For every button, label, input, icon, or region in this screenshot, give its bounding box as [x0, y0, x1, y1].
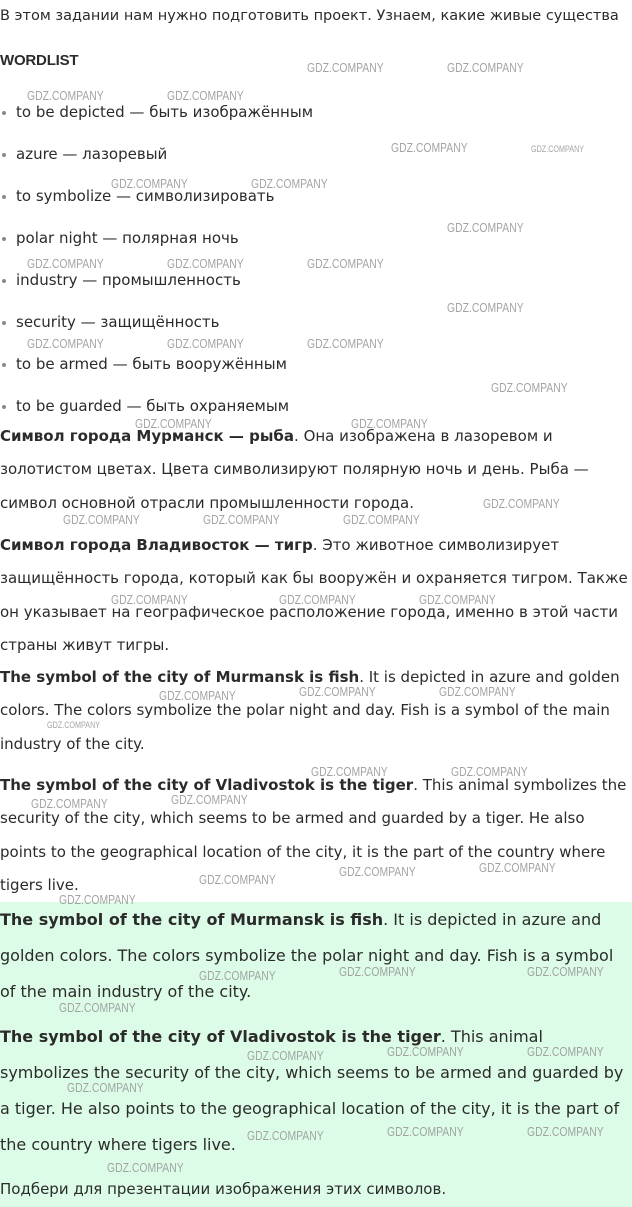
en-paragraph-murmansk-body: . It is depicted in azure and golden colors. The colors symbolize the polar night and day. Fish is a symbol of the main industry of the city. — [0, 668, 620, 753]
answer-paragraph-murmansk-lead: The symbol of the city of Murmansk is fish — [0, 910, 384, 929]
wordlist-item: polar night — полярная ночь — [16, 229, 239, 247]
ru-paragraph-vladivostok-lead: Символ города Владивосток — тигр — [0, 536, 313, 554]
watermark: GDZ.COMPANY — [203, 512, 280, 527]
watermark: GDZ.COMPANY — [31, 796, 108, 811]
intro-text: В этом задании нам нужно подготовить проект. Узнаем, какие живые существа — [0, 8, 619, 24]
watermark: GDZ.COMPANY — [387, 1124, 464, 1139]
ru-paragraph-murmansk-body: . Она изображена в лазоревом и золотистом цветах. Цвета символизируют полярную ночь и день. Рыба — символ основной отрасли промышленности города. — [0, 427, 589, 512]
watermark: GDZ.COMPANY — [67, 1080, 144, 1095]
wordlist-item: to symbolize — символизировать — [16, 187, 275, 205]
watermark: GDZ.COMPANY — [307, 256, 384, 271]
watermark: GDZ.COMPANY — [447, 220, 524, 235]
watermark: GDZ.COMPANY — [527, 964, 604, 979]
en-paragraph-vladivostok-body: . This animal symbolizes the security of the city, which seems to be armed and guarded by a tiger. He also points to the geographical location of the city, it is the part of the country where tigers live. — [0, 776, 627, 894]
ru-paragraph-vladivostok-body: . Это животное символизирует защищённость города, который как бы вооружён и охраняется тигром. Также он указывает на географическое расположение города, именно в этой части страны живут тигры. — [0, 536, 628, 654]
answer-paragraph-murmansk — [0, 902, 632, 1010]
watermark: GDZ.COMPANY — [171, 792, 248, 807]
watermark: GDZ.COMPANY — [247, 1048, 324, 1063]
watermark: GDZ.COMPANY — [491, 380, 568, 395]
watermark: GDZ.COMPANY — [343, 512, 420, 527]
watermark: GDZ.COMPANY — [27, 336, 104, 351]
watermark: GDZ.COMPANY — [451, 764, 528, 779]
watermark: GDZ.COMPANY — [439, 684, 516, 699]
watermark: GDZ.COMPANY — [167, 88, 244, 103]
watermark: GDZ.COMPANY — [307, 60, 384, 75]
answer-paragraph-vladivostok-body: . This animal symbolizes the security of the city, which seems to be armed and guarded by a tiger. He also points to the geographical location of the city, it is the part of the country where tigers live. — [0, 1027, 624, 1154]
watermark: GDZ.COMPANY — [251, 176, 328, 191]
watermark: GDZ.COMPANY — [63, 512, 140, 527]
en-paragraph-murmansk — [0, 661, 632, 761]
watermark: GDZ.COMPANY — [527, 1124, 604, 1139]
en-paragraph-vladivostok-lead: The symbol of the city of Vladivostok is the tiger — [0, 776, 414, 794]
watermark: GDZ.COMPANY — [107, 1160, 184, 1175]
watermark: GDZ.COMPANY — [199, 968, 276, 983]
watermark: GDZ.COMPANY — [479, 860, 556, 875]
watermark: GDZ.COMPANY — [167, 256, 244, 271]
watermark: GDZ.COMPANY — [59, 892, 136, 907]
en-paragraph-vladivostok — [0, 769, 632, 902]
watermark: GDZ.COMPANY — [135, 416, 212, 431]
watermark: GDZ.COMPANY — [447, 60, 524, 75]
wordlist-item: to be guarded — быть охраняемым — [16, 397, 290, 415]
wordlist-item: industry — промышленность — [16, 271, 241, 289]
wordlist-item: to be armed — быть вооружённым — [16, 355, 287, 373]
en-paragraph-murmansk-lead: The symbol of the city of Murmansk is fish — [0, 668, 360, 686]
task-text: Подбери для презентации изображения этих символов. — [0, 1180, 447, 1198]
watermark: GDZ.COMPANY — [527, 1044, 604, 1059]
watermark: GDZ.COMPANY — [307, 336, 384, 351]
watermark: GDZ.COMPANY — [531, 144, 585, 154]
watermark: GDZ.COMPANY — [387, 1044, 464, 1059]
watermark: GDZ.COMPANY — [27, 256, 104, 271]
watermark: GDZ.COMPANY — [419, 592, 496, 607]
watermark: GDZ.COMPANY — [111, 592, 188, 607]
watermark: GDZ.COMPANY — [339, 964, 416, 979]
watermark: GDZ.COMPANY — [311, 764, 388, 779]
watermark: GDZ.COMPANY — [339, 864, 416, 879]
watermark: GDZ.COMPANY — [159, 688, 236, 703]
watermark: GDZ.COMPANY — [247, 1128, 324, 1143]
watermark: GDZ.COMPANY — [483, 496, 560, 511]
watermark: GDZ.COMPANY — [47, 720, 101, 730]
watermark: GDZ.COMPANY — [199, 872, 276, 887]
watermark: GDZ.COMPANY — [27, 88, 104, 103]
watermark: GDZ.COMPANY — [111, 176, 188, 191]
watermark: GDZ.COMPANY — [279, 592, 356, 607]
watermark: GDZ.COMPANY — [167, 336, 244, 351]
watermark: GDZ.COMPANY — [447, 300, 524, 315]
wordlist-title: WORDLIST — [0, 52, 79, 69]
watermark: GDZ.COMPANY — [351, 416, 428, 431]
watermark: GDZ.COMPANY — [299, 684, 376, 699]
answer-paragraph-murmansk-body: . It is depicted in azure and golden colors. The colors symbolize the polar night and day. Fish is a symbol of the main industry of the city. — [0, 910, 614, 1001]
wordlist-item: azure — лазоревый — [16, 145, 168, 163]
answer-paragraph-vladivostok-lead: The symbol of the city of Vladivostok is the tiger — [0, 1027, 441, 1046]
watermark: GDZ.COMPANY — [59, 1000, 136, 1015]
wordlist-item: to be depicted — быть изображённым — [16, 103, 314, 121]
ru-paragraph-murmansk-lead: Символ города Мурманск — рыба — [0, 427, 295, 445]
watermark: GDZ.COMPANY — [391, 140, 468, 155]
wordlist-item: security — защищённость — [16, 313, 220, 331]
